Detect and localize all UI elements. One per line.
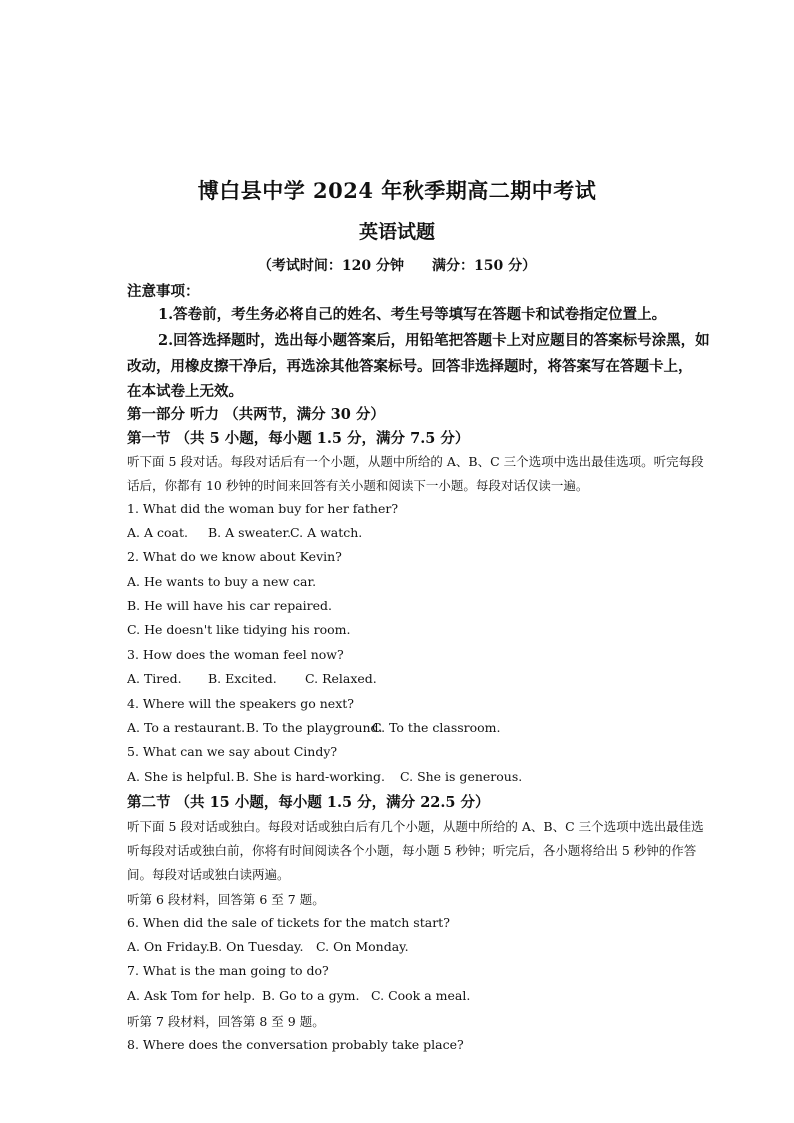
exam-title: 博白县中学 2024 年秋季期高二期中考试 [197, 178, 597, 203]
question-6-stem: 6. When did the sale of tickets for the match start? [127, 915, 450, 930]
question-7-option-c: C. Cook a meal. [371, 988, 471, 1003]
question-5-option-b: B. She is hard-working. [236, 769, 386, 784]
question-1-options [127, 525, 753, 540]
section1-heading: 第一节 （共 5 小题，每小题 1.5 分，满分 7.5 分） [127, 430, 470, 447]
question-7-option-a: A. Ask Tom for help. [127, 988, 256, 1003]
question-3-option-c: C. Relaxed. [305, 671, 377, 686]
question-4-option-a: A. To a restaurant. [127, 720, 246, 735]
question-6-options [127, 939, 753, 954]
question-2-option-b: B. He will have his car repaired. [127, 598, 333, 613]
question-7-stem: 7. What is the man going to do? [127, 963, 329, 978]
notice-item-2-line-1: 2.回答选择题时，选出每小题答案后，用铅笔把答题卡上对应题目的答案标号涂黑，如 [158, 332, 710, 349]
question-6-option-b: B. On Tuesday. [209, 939, 304, 954]
question-5-option-a: A. She is helpful. [127, 769, 235, 784]
question-2-option-a: A. He wants to buy a new car. [127, 574, 317, 589]
question-8-stem: 8. Where does the conversation probably take place? [127, 1037, 464, 1052]
question-3-options [127, 671, 753, 686]
question-2-option-c: C. He doesn't like tidying his room. [127, 622, 351, 637]
question-4-option-b: B. To the playground. [246, 720, 383, 735]
material-7-note: 听第 7 段材料，回答第 8 至 9 题。 [127, 1014, 325, 1029]
section2-instructions-line-2: 听每段对话或独白前，你将有时间阅读各个小题，每小题 5 秒钟；听完后，各小题将给出 5 秒钟的作答 [127, 843, 697, 858]
exam-subject: 英语试题 [358, 221, 435, 243]
notice-heading: 注意事项： [127, 283, 200, 300]
section1-instructions-line-1: 听下面 5 段对话。每段对话后有一个小题，从题中所给的 A、B、C 三个选项中选出最佳选项。听完每段 [127, 454, 704, 469]
question-5-options [127, 769, 753, 784]
question-3-stem: 3. How does the woman feel now? [127, 647, 344, 662]
question-4-option-c: C. To the classroom. [372, 720, 501, 735]
notice-item-2-line-2: 改动，用橡皮擦干净后，再选涂其他答案标号。回答非选择题时，将答案写在答题卡上， [127, 358, 693, 375]
exam-info: （考试时间：120 分钟 满分：150 分） [257, 258, 537, 274]
question-1-option-a: A. A coat. [127, 525, 188, 540]
question-7-options [127, 988, 753, 1003]
material-6-note: 听第 6 段材料，回答第 6 至 7 题。 [127, 892, 325, 907]
question-6-option-c: C. On Monday. [316, 939, 409, 954]
section1-instructions-line-2: 话后，你都有 10 秒钟的时间来回答有关小题和阅读下一小题。每段对话仅读一遍。 [127, 478, 589, 493]
section2-instructions-line-1: 听下面 5 段对话或独白。每段对话或独白后有几个小题，从题中所给的 A、B、C 三个选项中选出最佳选 [127, 819, 704, 834]
question-5-stem: 5. What can we say about Cindy? [127, 744, 338, 759]
question-1-option-b: B. A sweater. [208, 525, 292, 540]
question-4-options [127, 720, 753, 735]
question-5-option-c: C. She is generous. [400, 769, 523, 784]
question-1-stem: 1. What did the woman buy for her father? [127, 501, 399, 516]
question-3-option-a: A. Tired. [127, 671, 182, 686]
question-1-option-c: C. A watch. [290, 525, 363, 540]
question-6-option-a: A. On Friday. [127, 939, 210, 954]
notice-item-1: 1.答卷前，考生务必将自己的姓名、考生号等填写在答题卡和试卷指定位置上。 [158, 306, 667, 323]
question-7-option-b: B. Go to a gym. [262, 988, 360, 1003]
notice-item-2-line-3: 在本试卷上无效。 [127, 383, 243, 400]
section2-heading: 第二节 （共 15 小题，每小题 1.5 分，满分 22.5 分） [127, 794, 490, 811]
question-2-stem: 2. What do we know about Kevin? [127, 549, 342, 564]
question-3-option-b: B. Excited. [208, 671, 277, 686]
part1-heading: 第一部分 听力 （共两节，满分 30 分） [127, 406, 385, 423]
question-4-stem: 4. Where will the speakers go next? [127, 696, 354, 711]
section2-instructions-line-3: 间。每段对话或独白读两遍。 [127, 867, 290, 882]
